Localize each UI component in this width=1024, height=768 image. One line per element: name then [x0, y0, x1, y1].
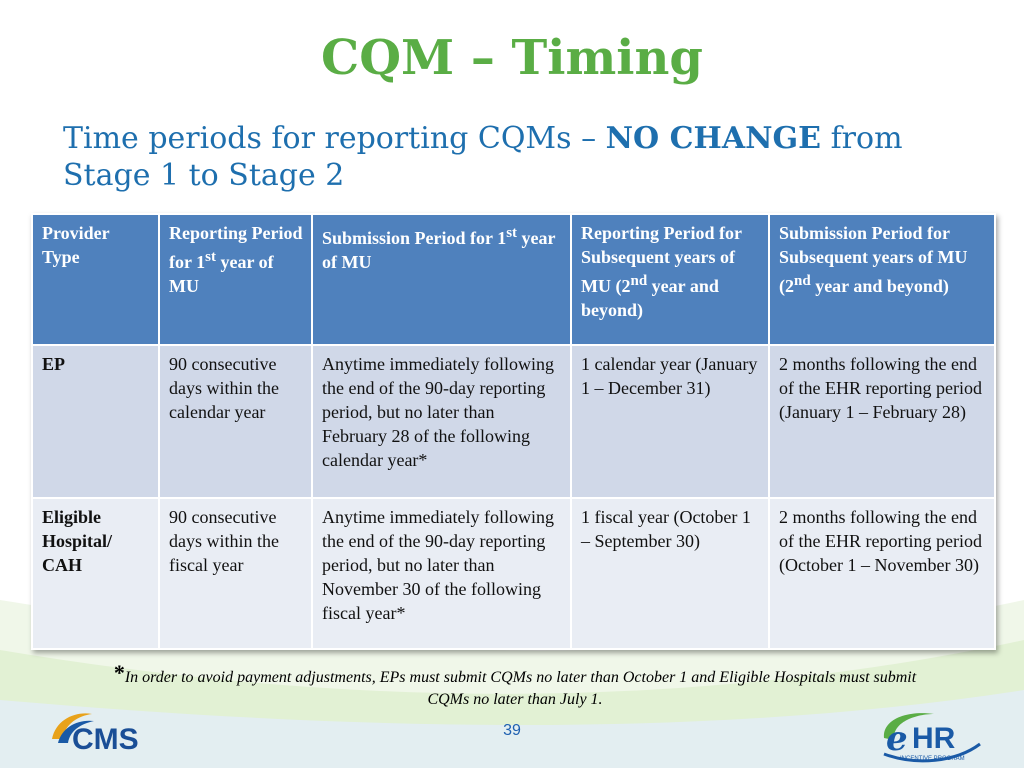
provider-type-cell: Eligible Hospital/ CAH — [32, 498, 159, 649]
header-text: year and beyond) — [581, 276, 719, 320]
header-text: Submission Period for 1 — [322, 228, 507, 248]
slide-subtitle — [63, 120, 983, 194]
header-provider-type — [32, 214, 159, 345]
footnote-asterisk: * — [113, 660, 125, 685]
table-row — [32, 498, 995, 649]
cms-logo-icon — [46, 705, 176, 753]
header-superscript: nd — [630, 273, 648, 289]
table-cell: 2 months following the end of the EHR reporting period (January 1 – February 28) — [769, 345, 995, 498]
ehr-logo-icon — [876, 708, 988, 764]
footnote-text: In order to avoid payment adjustments, EPs must submit CQMs no later than October 1 and Eligible Hospitals must submit CQMs no later than July 1. — [124, 669, 917, 708]
header-text: Submission Period for Subsequent years of MU (2 — [779, 223, 968, 296]
cqm-timing-table — [31, 213, 996, 650]
header-superscript: st — [506, 225, 518, 241]
provider-type-cell: EP — [32, 345, 159, 498]
table-cell: 1 fiscal year (October 1 – September 30) — [571, 498, 769, 649]
footnote — [100, 662, 930, 711]
table-header-row — [32, 214, 995, 345]
ehr-logo-tagline: INCENTIVE PROGRAM — [900, 756, 965, 762]
header-superscript: nd — [794, 273, 811, 289]
table-cell: 90 consecutive days within the fiscal year — [159, 498, 312, 649]
table-cell: 1 calendar year (January 1 – December 31) — [571, 345, 769, 498]
header-submission-period-first-year — [312, 214, 571, 345]
header-text: Reporting Period for 1 — [169, 223, 303, 272]
page-number: 39 — [503, 722, 521, 739]
header-text: year and beyond) — [810, 276, 949, 296]
header-provider-type-text: Provider Type — [42, 223, 110, 267]
subtitle-text-end: from Stage 1 to Stage 2 — [63, 121, 903, 193]
header-reporting-period-subsequent-years — [571, 214, 769, 345]
header-text: year of MU — [169, 252, 274, 296]
header-superscript: st — [205, 249, 217, 265]
header-text: Reporting Period for Subsequent years of MU (2 — [581, 223, 742, 296]
table-cell: Anytime immediately following the end of the 90-day reporting period, but no later than February 28 of the following calendar year* — [312, 345, 571, 498]
table-cell: 2 months following the end of the EHR reporting period (October 1 – November 30) — [769, 498, 995, 649]
subtitle-text-start: Time periods for reporting CQMs – — [63, 121, 606, 156]
table-row — [32, 345, 995, 498]
table-cell: Anytime immediately following the end of the 90-day reporting period, but no later than November 30 of the following fiscal year* — [312, 498, 571, 649]
ehr-logo-letter: e — [886, 719, 908, 759]
ehr-logo-text: HR — [912, 722, 956, 755]
subtitle-emphasis: NO CHANGE — [605, 121, 822, 156]
slide-title: CQM – Timing — [320, 30, 703, 86]
cms-logo-text: CMS — [72, 723, 139, 753]
header-reporting-period-first-year — [159, 214, 312, 345]
header-submission-period-subsequent-years — [769, 214, 995, 345]
table-cell: 90 consecutive days within the calendar year — [159, 345, 312, 498]
header-text: year of MU — [322, 228, 556, 272]
